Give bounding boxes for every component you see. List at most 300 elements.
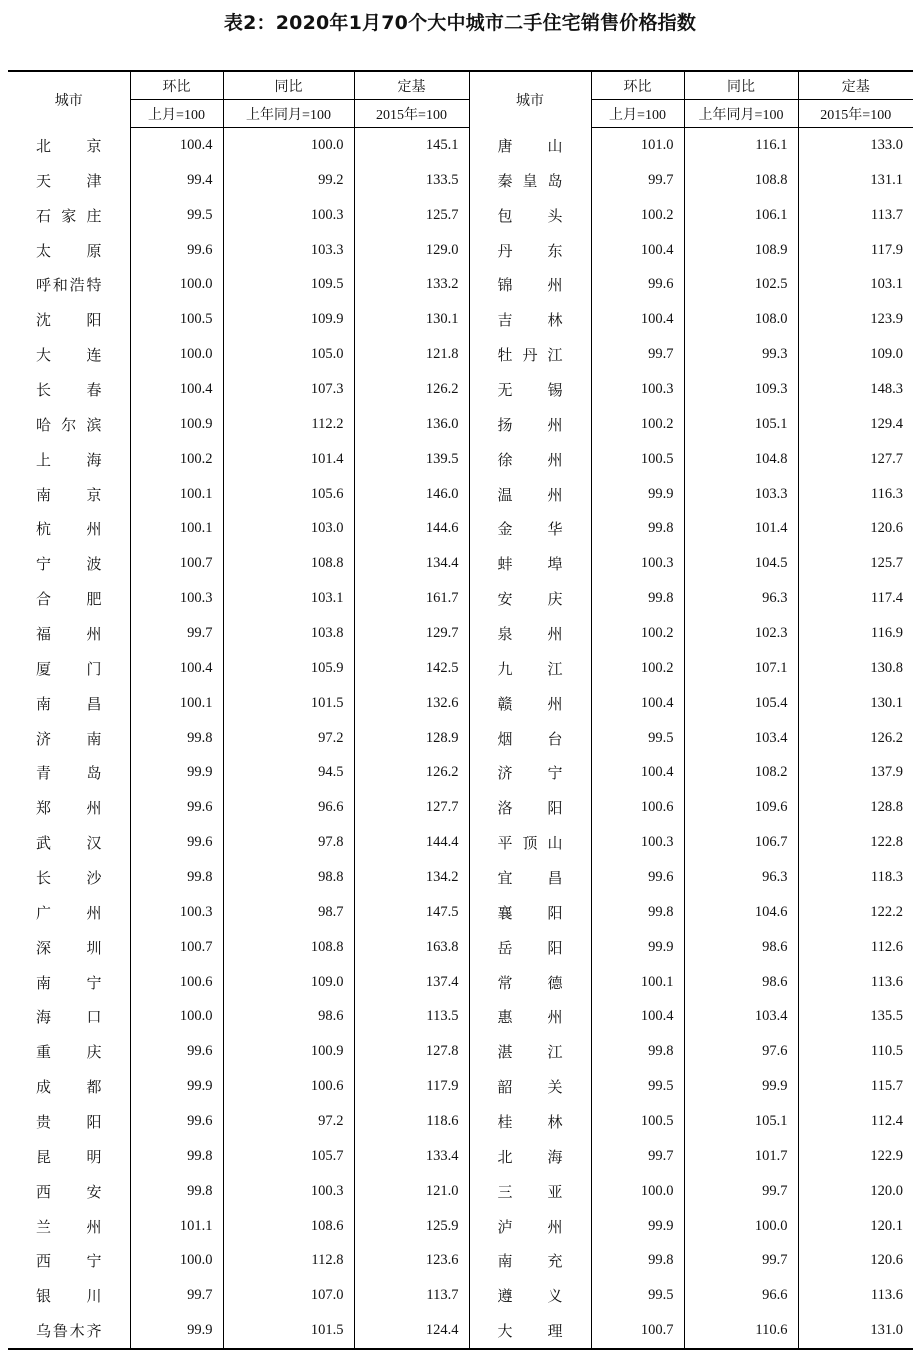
city-cell — [469, 337, 591, 372]
base-value: 118.3 — [798, 860, 913, 895]
yoy-value: 108.0 — [684, 302, 798, 337]
city-cell — [8, 267, 130, 302]
mom-value: 99.6 — [130, 825, 223, 860]
yoy-value: 103.3 — [223, 233, 354, 268]
mom-value: 99.7 — [591, 1139, 684, 1174]
yoy-value: 103.1 — [223, 581, 354, 616]
city-cell — [8, 1034, 130, 1069]
city-name: 锦州 — [497, 276, 563, 295]
yoy-value: 108.2 — [684, 755, 798, 790]
city-cell — [8, 1209, 130, 1244]
table-row — [8, 651, 913, 686]
mom-value: 99.9 — [130, 1313, 223, 1349]
city-name: 金华 — [497, 520, 563, 539]
city-cell — [469, 302, 591, 337]
table-row — [8, 511, 913, 546]
mom-value: 99.7 — [130, 616, 223, 651]
mom-value: 99.9 — [130, 755, 223, 790]
base-value: 132.6 — [354, 686, 469, 721]
mom-value: 100.1 — [130, 686, 223, 721]
city-name: 包头 — [497, 206, 563, 225]
city-cell — [469, 895, 591, 930]
mom-value: 101.0 — [591, 128, 684, 163]
city-name: 重庆 — [36, 1043, 102, 1062]
yoy-value: 98.7 — [223, 895, 354, 930]
mom-value: 99.8 — [591, 1244, 684, 1279]
city-name: 乌鲁木齐 — [36, 1322, 102, 1341]
base-value: 129.7 — [354, 616, 469, 651]
city-name: 太原 — [36, 241, 102, 260]
table-row — [8, 1034, 913, 1069]
yoy-value: 96.6 — [684, 1278, 798, 1313]
mom-value: 100.2 — [591, 651, 684, 686]
city-cell — [8, 511, 130, 546]
city-cell — [469, 616, 591, 651]
base-value: 127.8 — [354, 1034, 469, 1069]
table-row — [8, 581, 913, 616]
base-value: 147.5 — [354, 895, 469, 930]
mom-value: 100.3 — [130, 895, 223, 930]
mom-value: 99.8 — [591, 1034, 684, 1069]
yoy-value: 109.3 — [684, 372, 798, 407]
table-row — [8, 1174, 913, 1209]
mom-value: 99.9 — [591, 477, 684, 512]
city-cell — [8, 302, 130, 337]
mom-value: 99.5 — [591, 1278, 684, 1313]
city-cell — [469, 407, 591, 442]
city-cell — [8, 546, 130, 581]
city-name: 济宁 — [497, 764, 563, 783]
city-cell — [8, 1244, 130, 1279]
city-name: 扬州 — [497, 415, 563, 434]
city-name: 桂林 — [497, 1112, 563, 1131]
base-value: 113.7 — [798, 198, 913, 233]
mom-value: 101.1 — [130, 1209, 223, 1244]
city-name: 海口 — [36, 1008, 102, 1027]
base-value: 124.4 — [354, 1313, 469, 1349]
yoy-value: 99.2 — [223, 163, 354, 198]
table-row — [8, 1313, 913, 1349]
mom-value: 99.9 — [591, 1209, 684, 1244]
yoy-value: 94.5 — [223, 755, 354, 790]
yoy-value: 96.3 — [684, 581, 798, 616]
mom-value: 100.1 — [591, 965, 684, 1000]
city-cell — [8, 686, 130, 721]
base-value: 125.7 — [354, 198, 469, 233]
price-index-table — [8, 70, 913, 1350]
city-cell — [8, 337, 130, 372]
header-row-sub — [8, 100, 913, 128]
mom-value: 100.5 — [130, 302, 223, 337]
city-cell — [469, 1104, 591, 1139]
city-name: 温州 — [497, 485, 563, 504]
city-cell — [8, 1313, 130, 1349]
mom-value: 100.2 — [130, 442, 223, 477]
city-name: 常德 — [497, 973, 563, 992]
table-row — [8, 895, 913, 930]
header-city-left: 城市 — [8, 71, 130, 128]
city-name: 贵阳 — [36, 1112, 102, 1131]
yoy-value: 105.4 — [684, 686, 798, 721]
yoy-value: 103.8 — [223, 616, 354, 651]
yoy-value: 107.3 — [223, 372, 354, 407]
table-row — [8, 233, 913, 268]
city-cell — [8, 1278, 130, 1313]
city-cell — [8, 407, 130, 442]
city-name: 郑州 — [36, 799, 102, 818]
yoy-value: 107.0 — [223, 1278, 354, 1313]
base-value: 123.9 — [798, 302, 913, 337]
table-row — [8, 1209, 913, 1244]
mom-value: 99.9 — [591, 930, 684, 965]
city-name: 襄阳 — [497, 903, 563, 922]
city-name: 蚌埠 — [497, 555, 563, 574]
mom-value: 100.4 — [591, 999, 684, 1034]
city-cell — [469, 1209, 591, 1244]
yoy-value: 105.1 — [684, 407, 798, 442]
yoy-value: 103.4 — [684, 999, 798, 1034]
base-value: 117.4 — [798, 581, 913, 616]
header-mom-sub-left: 上月=100 — [130, 100, 223, 128]
city-name: 唐山 — [497, 136, 563, 155]
city-name: 宁波 — [36, 555, 102, 574]
table-title: 表2：2020年1月70个大中城市二手住宅销售价格指数 — [223, 12, 697, 34]
header-yoy-sub-right: 上年同月=100 — [684, 100, 798, 128]
header-mom-right: 环比 — [591, 71, 684, 100]
yoy-value: 110.6 — [684, 1313, 798, 1349]
city-name: 吉林 — [497, 311, 563, 330]
city-cell — [469, 651, 591, 686]
table-row — [8, 302, 913, 337]
city-name: 长春 — [36, 380, 102, 399]
mom-value: 100.7 — [591, 1313, 684, 1349]
header-city-right: 城市 — [469, 71, 591, 128]
city-cell — [469, 163, 591, 198]
table-row — [8, 1069, 913, 1104]
mom-value: 100.0 — [591, 1174, 684, 1209]
city-name: 平顶山 — [497, 834, 563, 853]
base-value: 145.1 — [354, 128, 469, 163]
mom-value: 99.8 — [591, 511, 684, 546]
header-base-left: 定基 — [354, 71, 469, 100]
yoy-value: 98.6 — [684, 965, 798, 1000]
city-name: 广州 — [36, 903, 102, 922]
mom-value: 99.5 — [130, 198, 223, 233]
city-name: 武汉 — [36, 834, 102, 853]
base-value: 122.2 — [798, 895, 913, 930]
city-cell — [469, 1278, 591, 1313]
city-name: 南充 — [497, 1252, 563, 1271]
base-value: 126.2 — [354, 372, 469, 407]
city-cell — [469, 198, 591, 233]
yoy-value: 109.9 — [223, 302, 354, 337]
yoy-value: 97.2 — [223, 721, 354, 756]
yoy-value: 108.8 — [684, 163, 798, 198]
mom-value: 100.3 — [591, 825, 684, 860]
base-value: 133.0 — [798, 128, 913, 163]
yoy-value: 104.5 — [684, 546, 798, 581]
city-cell — [8, 1139, 130, 1174]
base-value: 120.1 — [798, 1209, 913, 1244]
base-value: 134.4 — [354, 546, 469, 581]
city-name: 徐州 — [497, 450, 563, 469]
base-value: 117.9 — [354, 1069, 469, 1104]
yoy-value: 109.6 — [684, 790, 798, 825]
yoy-value: 112.8 — [223, 1244, 354, 1279]
base-value: 135.5 — [798, 999, 913, 1034]
city-cell — [469, 790, 591, 825]
table-row — [8, 372, 913, 407]
city-name: 南宁 — [36, 973, 102, 992]
yoy-value: 112.2 — [223, 407, 354, 442]
yoy-value: 108.9 — [684, 233, 798, 268]
table-row — [8, 163, 913, 198]
header-row-top — [8, 71, 913, 100]
mom-value: 100.4 — [591, 686, 684, 721]
city-name: 兰州 — [36, 1217, 102, 1236]
city-name: 泸州 — [497, 1217, 563, 1236]
city-cell — [469, 930, 591, 965]
base-value: 129.0 — [354, 233, 469, 268]
base-value: 131.1 — [798, 163, 913, 198]
base-value: 120.0 — [798, 1174, 913, 1209]
mom-value: 100.4 — [130, 651, 223, 686]
yoy-value: 105.0 — [223, 337, 354, 372]
mom-value: 100.2 — [591, 198, 684, 233]
base-value: 122.8 — [798, 825, 913, 860]
city-cell — [8, 1174, 130, 1209]
base-value: 133.2 — [354, 267, 469, 302]
base-value: 116.9 — [798, 616, 913, 651]
yoy-value: 103.3 — [684, 477, 798, 512]
city-name: 泉州 — [497, 624, 563, 643]
yoy-value: 105.1 — [684, 1104, 798, 1139]
mom-value: 99.8 — [130, 860, 223, 895]
base-value: 130.8 — [798, 651, 913, 686]
city-name: 厦门 — [36, 659, 102, 678]
city-name: 北京 — [36, 136, 102, 155]
city-name: 烟台 — [497, 729, 563, 748]
city-cell — [8, 721, 130, 756]
city-cell — [469, 999, 591, 1034]
base-value: 112.4 — [798, 1104, 913, 1139]
table-row — [8, 267, 913, 302]
base-value: 144.4 — [354, 825, 469, 860]
yoy-value: 97.2 — [223, 1104, 354, 1139]
city-cell — [8, 825, 130, 860]
city-cell — [469, 965, 591, 1000]
mom-value: 100.0 — [130, 337, 223, 372]
city-cell — [8, 581, 130, 616]
yoy-value: 103.0 — [223, 511, 354, 546]
mom-value: 99.8 — [130, 721, 223, 756]
city-cell — [469, 1069, 591, 1104]
yoy-value: 103.4 — [684, 721, 798, 756]
city-name: 合肥 — [36, 590, 102, 609]
yoy-value: 101.5 — [223, 686, 354, 721]
city-cell — [8, 198, 130, 233]
city-cell — [8, 372, 130, 407]
header-yoy-left: 同比 — [223, 71, 354, 100]
base-value: 126.2 — [354, 755, 469, 790]
city-cell — [8, 1104, 130, 1139]
mom-value: 99.8 — [130, 1174, 223, 1209]
city-name: 济南 — [36, 729, 102, 748]
mom-value: 99.8 — [130, 1139, 223, 1174]
mom-value: 99.6 — [130, 1104, 223, 1139]
mom-value: 99.5 — [591, 1069, 684, 1104]
base-value: 137.4 — [354, 965, 469, 1000]
city-name: 沈阳 — [36, 311, 102, 330]
yoy-value: 100.9 — [223, 1034, 354, 1069]
yoy-value: 104.8 — [684, 442, 798, 477]
city-cell — [469, 581, 591, 616]
city-name: 福州 — [36, 624, 102, 643]
base-value: 125.9 — [354, 1209, 469, 1244]
mom-value: 100.5 — [591, 1104, 684, 1139]
city-cell — [469, 511, 591, 546]
base-value: 116.3 — [798, 477, 913, 512]
city-cell — [469, 372, 591, 407]
city-cell — [469, 233, 591, 268]
mom-value: 99.6 — [130, 233, 223, 268]
city-name: 昆明 — [36, 1147, 102, 1166]
base-value: 131.0 — [798, 1313, 913, 1349]
base-value: 113.6 — [798, 965, 913, 1000]
yoy-value: 99.3 — [684, 337, 798, 372]
mom-value: 100.6 — [591, 790, 684, 825]
yoy-value: 101.5 — [223, 1313, 354, 1349]
mom-value: 100.0 — [130, 999, 223, 1034]
base-value: 128.8 — [798, 790, 913, 825]
city-name: 银川 — [36, 1287, 102, 1306]
city-cell — [8, 930, 130, 965]
header-yoy-sub-left: 上年同月=100 — [223, 100, 354, 128]
city-name: 遵义 — [497, 1287, 563, 1306]
yoy-value: 105.9 — [223, 651, 354, 686]
table-row — [8, 442, 913, 477]
base-value: 126.2 — [798, 721, 913, 756]
table-row — [8, 790, 913, 825]
city-name: 岳阳 — [497, 938, 563, 957]
city-cell — [8, 616, 130, 651]
base-value: 121.8 — [354, 337, 469, 372]
city-cell — [469, 1313, 591, 1349]
city-name: 南昌 — [36, 694, 102, 713]
city-cell — [469, 825, 591, 860]
yoy-value: 100.3 — [223, 1174, 354, 1209]
city-name: 西安 — [36, 1182, 102, 1201]
header-mom-sub-right: 上月=100 — [591, 100, 684, 128]
yoy-value: 116.1 — [684, 128, 798, 163]
table-row — [8, 965, 913, 1000]
city-cell — [469, 860, 591, 895]
yoy-value: 99.9 — [684, 1069, 798, 1104]
yoy-value: 106.7 — [684, 825, 798, 860]
yoy-value: 108.8 — [223, 930, 354, 965]
table-row — [8, 128, 913, 163]
base-value: 136.0 — [354, 407, 469, 442]
mom-value: 99.6 — [591, 860, 684, 895]
mom-value: 100.2 — [591, 407, 684, 442]
mom-value: 99.4 — [130, 163, 223, 198]
city-cell — [469, 267, 591, 302]
city-cell — [8, 999, 130, 1034]
city-cell — [469, 477, 591, 512]
base-value: 148.3 — [798, 372, 913, 407]
city-name: 九江 — [497, 659, 563, 678]
table-row — [8, 860, 913, 895]
base-value: 110.5 — [798, 1034, 913, 1069]
table-row — [8, 616, 913, 651]
yoy-value: 97.8 — [223, 825, 354, 860]
table-row — [8, 1139, 913, 1174]
table-row — [8, 477, 913, 512]
mom-value: 100.0 — [130, 267, 223, 302]
base-value: 133.4 — [354, 1139, 469, 1174]
mom-value: 99.6 — [130, 790, 223, 825]
city-cell — [469, 686, 591, 721]
city-name: 呼和浩特 — [36, 276, 102, 295]
city-cell — [8, 1069, 130, 1104]
city-cell — [8, 860, 130, 895]
city-cell — [469, 1244, 591, 1279]
mom-value: 100.4 — [130, 372, 223, 407]
mom-value: 100.4 — [591, 755, 684, 790]
yoy-value: 108.6 — [223, 1209, 354, 1244]
base-value: 118.6 — [354, 1104, 469, 1139]
mom-value: 99.7 — [591, 337, 684, 372]
table-row — [8, 930, 913, 965]
yoy-value: 99.7 — [684, 1244, 798, 1279]
base-value: 127.7 — [354, 790, 469, 825]
mom-value: 100.3 — [591, 546, 684, 581]
table-row — [8, 1104, 913, 1139]
yoy-value: 100.0 — [223, 128, 354, 163]
yoy-value: 98.6 — [684, 930, 798, 965]
city-name: 西宁 — [36, 1252, 102, 1271]
yoy-value: 96.3 — [684, 860, 798, 895]
mom-value: 100.4 — [591, 302, 684, 337]
city-name: 成都 — [36, 1078, 102, 1097]
city-name: 惠州 — [497, 1008, 563, 1027]
table-row — [8, 755, 913, 790]
base-value: 142.5 — [354, 651, 469, 686]
header-base-sub-left: 2015年=100 — [354, 100, 469, 128]
city-name: 洛阳 — [497, 799, 563, 818]
city-name: 哈尔滨 — [36, 415, 102, 434]
city-name: 南京 — [36, 485, 102, 504]
mom-value: 100.3 — [591, 372, 684, 407]
city-name: 秦皇岛 — [497, 171, 563, 190]
mom-value: 100.6 — [130, 965, 223, 1000]
mom-value: 100.4 — [591, 233, 684, 268]
table-row — [8, 198, 913, 233]
yoy-value: 102.3 — [684, 616, 798, 651]
base-value: 121.0 — [354, 1174, 469, 1209]
city-cell — [8, 233, 130, 268]
base-value: 125.7 — [798, 546, 913, 581]
yoy-value: 106.1 — [684, 198, 798, 233]
table-row — [8, 337, 913, 372]
yoy-value: 101.7 — [684, 1139, 798, 1174]
city-cell — [469, 442, 591, 477]
yoy-value: 100.3 — [223, 198, 354, 233]
base-value: 122.9 — [798, 1139, 913, 1174]
city-cell — [8, 128, 130, 163]
table-row — [8, 1278, 913, 1313]
yoy-value: 98.6 — [223, 999, 354, 1034]
